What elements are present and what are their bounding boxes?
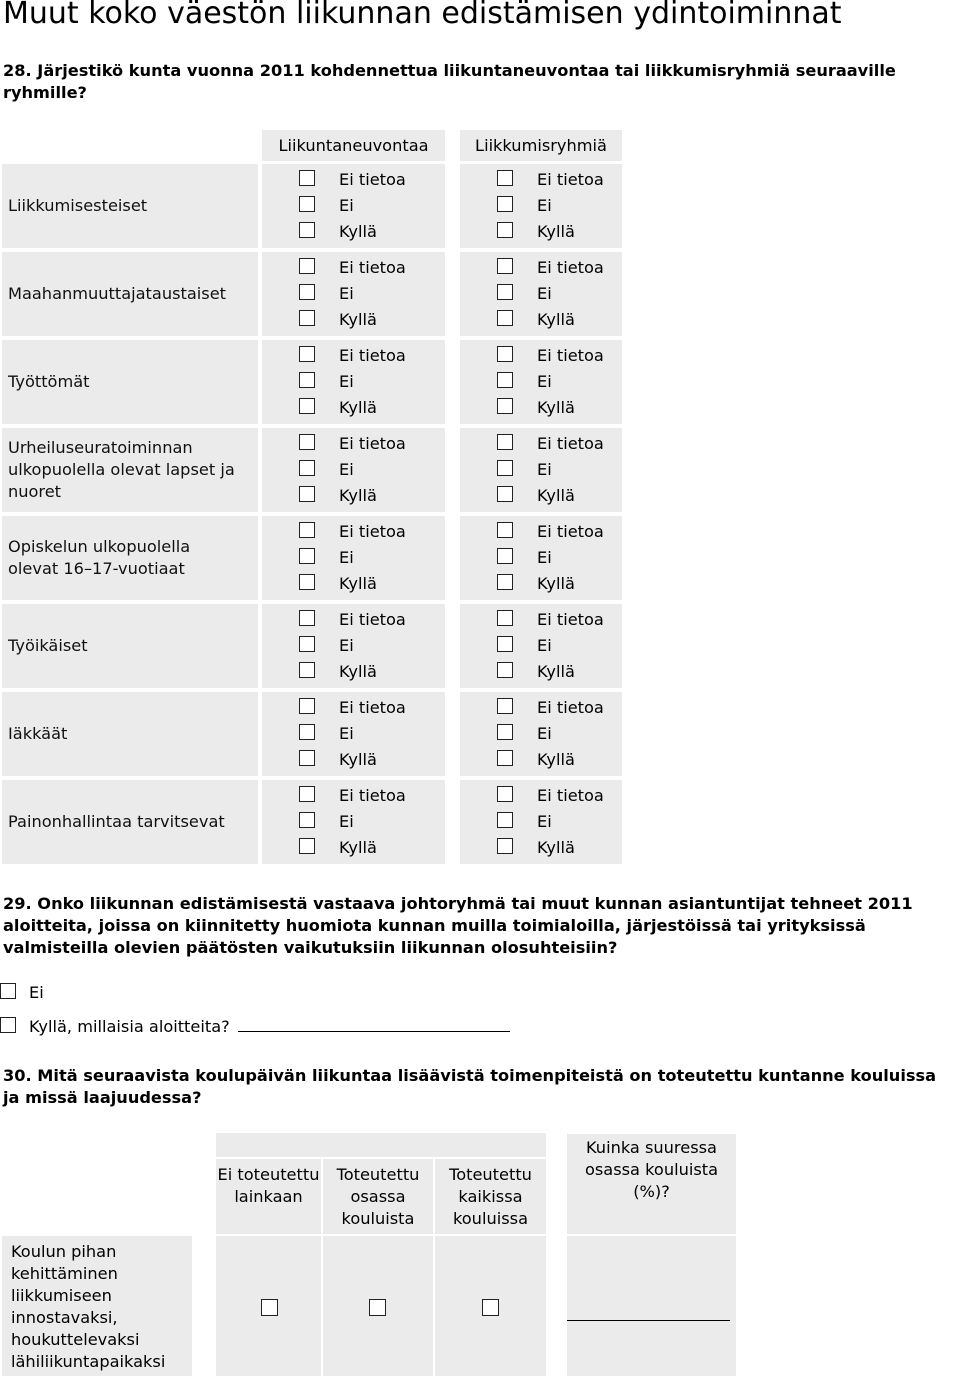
checkbox-icon[interactable] [497, 170, 513, 186]
option-label: Ei [339, 284, 354, 303]
option-item[interactable] [299, 571, 377, 597]
option-label: Kyllä [339, 398, 377, 417]
option-label: Ei [537, 196, 552, 215]
row-label: Työikäiset [8, 636, 88, 655]
option-label: Ei tietoa [339, 258, 406, 277]
q30-col-all: Toteutettu kaikissa kouluissa [435, 1159, 546, 1234]
option-label: Kyllä [339, 662, 377, 681]
option-label: Ei tietoa [339, 434, 406, 453]
option-label: Ei tietoa [339, 522, 406, 541]
option-label: Kyllä [339, 310, 377, 329]
checkbox-icon[interactable] [497, 698, 513, 714]
option-item[interactable] [299, 343, 406, 369]
checkbox-icon[interactable] [497, 636, 513, 652]
checkbox-icon[interactable] [497, 372, 513, 388]
checkbox-icon[interactable] [0, 1017, 16, 1033]
option-label: Kyllä [339, 222, 377, 241]
q30-cell-pct [567, 1236, 736, 1376]
checkbox-not-implemented[interactable] [261, 1299, 278, 1316]
checkbox-icon[interactable] [497, 838, 513, 854]
option-label: Kyllä [339, 486, 377, 505]
row-label: Opiskelun ulkopuolella olevat 16–17-vuotiaat [8, 537, 191, 578]
option-label: Ei tietoa [339, 610, 406, 629]
q30-col-pct: Kuinka suuressa osassa kouluista (%)? [567, 1134, 736, 1234]
checkbox-icon[interactable] [299, 170, 315, 186]
checkbox-icon[interactable] [497, 724, 513, 740]
checkbox-icon[interactable] [497, 222, 513, 238]
checkbox-icon[interactable] [497, 610, 513, 626]
option-label: Ei [537, 548, 552, 567]
checkbox-icon[interactable] [497, 522, 513, 538]
checkbox-all-schools[interactable] [482, 1299, 499, 1316]
option-label: Kyllä [339, 574, 377, 593]
option-item[interactable] [497, 369, 552, 395]
option-label: Ei tietoa [537, 698, 604, 717]
option-label: Kyllä [339, 838, 377, 857]
option-item[interactable] [299, 721, 354, 747]
option-label: Ei [537, 724, 552, 743]
row-label: Painonhallintaa tarvitsevat [8, 812, 225, 831]
option-item[interactable] [497, 395, 575, 421]
checkbox-icon[interactable] [497, 284, 513, 300]
q29-answer-line[interactable] [238, 1015, 510, 1032]
option-label: Kyllä [537, 750, 575, 769]
option-label: Kyllä [537, 310, 575, 329]
option-item[interactable] [299, 281, 354, 307]
option-item[interactable] [497, 483, 575, 509]
checkbox-icon[interactable] [0, 983, 16, 999]
checkbox-icon[interactable] [299, 222, 315, 238]
option-item[interactable] [299, 633, 354, 659]
q29-option-no[interactable] [0, 982, 44, 1004]
option-item[interactable] [497, 747, 575, 773]
checkbox-icon[interactable] [299, 398, 315, 414]
checkbox-icon[interactable] [497, 258, 513, 274]
checkbox-icon[interactable] [299, 838, 315, 854]
option-item[interactable] [497, 721, 552, 747]
q30-header-bar [216, 1133, 546, 1157]
option-label: Ei tietoa [339, 698, 406, 717]
row-label: Iäkkäät [8, 724, 68, 743]
option-item[interactable] [497, 343, 604, 369]
column-header: Liikkumisryhmiä [460, 130, 622, 161]
checkbox-icon[interactable] [299, 812, 315, 828]
option-item[interactable] [497, 809, 552, 835]
option-item[interactable] [497, 431, 604, 457]
option-label: Ei [537, 372, 552, 391]
option-item[interactable] [299, 431, 406, 457]
checkbox-icon[interactable] [299, 750, 315, 766]
checkbox-icon[interactable] [299, 662, 315, 678]
checkbox-icon[interactable] [299, 372, 315, 388]
option-item[interactable] [497, 219, 575, 245]
question-28: 28. Järjestikö kunta vuonna 2011 kohdennettua liikuntaneuvontaa tai liikkumisryhmiä seuraaville ryhmille? [3, 61, 896, 102]
option-label: Kyllä [537, 662, 575, 681]
checkbox-icon[interactable] [497, 786, 513, 802]
option-item[interactable] [497, 307, 575, 333]
option-item[interactable] [497, 695, 604, 721]
option-label: Ei [339, 724, 354, 743]
option-item[interactable] [497, 519, 604, 545]
checkbox-icon[interactable] [497, 310, 513, 326]
q30-col-some: Toteutettu osassa kouluista [323, 1159, 433, 1234]
option-item[interactable] [299, 457, 354, 483]
option-label: Ei tietoa [537, 258, 604, 277]
checkbox-icon[interactable] [299, 196, 315, 212]
option-label: Kyllä [537, 574, 575, 593]
checkbox-icon[interactable] [497, 812, 513, 828]
option-item[interactable] [299, 369, 354, 395]
checkbox-icon[interactable] [497, 196, 513, 212]
checkbox-icon[interactable] [497, 750, 513, 766]
option-label: Ei [339, 636, 354, 655]
option-label: Ei [537, 460, 552, 479]
checkbox-icon[interactable] [299, 610, 315, 626]
checkbox-icon[interactable] [299, 284, 315, 300]
option-item[interactable] [497, 167, 604, 193]
option-label: Ei tietoa [537, 610, 604, 629]
option-label: Ei [339, 372, 354, 391]
q30-percent-line[interactable] [567, 1320, 730, 1321]
option-item[interactable] [299, 659, 377, 685]
option-item[interactable] [497, 457, 552, 483]
checkbox-icon[interactable] [497, 460, 513, 476]
option-label: Ei tietoa [537, 434, 604, 453]
option-item[interactable] [497, 571, 575, 597]
option-item[interactable] [299, 809, 354, 835]
row-label: Liikkumisesteiset [8, 196, 148, 215]
option-label: Ei [339, 460, 354, 479]
option-label: Kyllä [537, 838, 575, 857]
q29-option-yes-label: Kyllä, millaisia aloitteita? [29, 1017, 230, 1036]
option-item[interactable] [299, 193, 354, 219]
checkbox-icon[interactable] [497, 662, 513, 678]
option-item[interactable] [497, 193, 552, 219]
checkbox-icon[interactable] [497, 398, 513, 414]
option-item[interactable] [299, 519, 406, 545]
option-item[interactable] [299, 307, 377, 333]
option-item[interactable] [299, 167, 406, 193]
column-header: Liikuntaneuvontaa [262, 130, 445, 161]
option-item[interactable] [497, 835, 575, 861]
checkbox-icon[interactable] [299, 258, 315, 274]
question-29: 29. Onko liikunnan edistämisestä vastaava johtoryhmä tai muut kunnan asiantuntijat tehneet 2011 aloitteita, joissa on kiinnitetty huomiota kunnan muilla toimialoilla, järjestöissä tai yrityksissä valmisteilla olevien päätösten vaikutuksiin liikunnan olosuhteisiin? [3, 894, 913, 957]
option-label: Ei tietoa [537, 786, 604, 805]
option-item[interactable] [299, 219, 377, 245]
option-label: Kyllä [537, 486, 575, 505]
option-item[interactable] [299, 395, 377, 421]
option-item[interactable] [497, 783, 604, 809]
checkbox-icon[interactable] [299, 460, 315, 476]
option-label: Ei tietoa [537, 170, 604, 189]
checkbox-icon[interactable] [497, 574, 513, 590]
question-30: 30. Mitä seuraavista koulupäivän liikuntaa lisäävistä toimenpiteistä on toteutettu kuntanne kouluissa ja missä laajuudessa? [3, 1066, 937, 1107]
option-item[interactable] [299, 783, 406, 809]
option-item[interactable] [299, 483, 377, 509]
option-label: Ei tietoa [537, 346, 604, 365]
option-item[interactable] [299, 747, 377, 773]
option-item[interactable] [497, 281, 552, 307]
page-title: Muut koko väestön liikunnan edistämisen ydintoiminnat [3, 0, 842, 31]
row-label: Urheiluseuratoiminnan ulkopuolella olevat lapset ja nuoret [8, 438, 235, 501]
option-item[interactable] [497, 255, 604, 281]
checkbox-icon[interactable] [497, 434, 513, 450]
checkbox-icon[interactable] [299, 574, 315, 590]
option-item[interactable] [497, 607, 604, 633]
option-item[interactable] [299, 695, 406, 721]
q30-row-label: Koulun pihan kehittäminen liikkumiseen innostavaksi, houkuttelevaksi lähiliikuntapaikaksi [2, 1236, 192, 1376]
option-item[interactable] [299, 255, 406, 281]
option-label: Kyllä [537, 398, 575, 417]
option-label: Ei [537, 812, 552, 831]
option-item[interactable] [497, 545, 552, 571]
option-label: Kyllä [339, 750, 377, 769]
checkbox-icon[interactable] [497, 548, 513, 564]
option-label: Ei tietoa [339, 170, 406, 189]
option-item[interactable] [299, 607, 406, 633]
option-item[interactable] [497, 659, 575, 685]
option-label: Ei [339, 548, 354, 567]
option-label: Ei tietoa [339, 346, 406, 365]
checkbox-icon[interactable] [497, 346, 513, 362]
option-label: Kyllä [537, 222, 575, 241]
row-label: Työttömät [8, 372, 90, 391]
q30-col-not: Ei toteutettu lainkaan [216, 1159, 321, 1234]
checkbox-icon[interactable] [299, 698, 315, 714]
checkbox-icon[interactable] [299, 548, 315, 564]
option-label: Ei [537, 284, 552, 303]
checkbox-icon[interactable] [299, 636, 315, 652]
checkbox-some-schools[interactable] [369, 1299, 386, 1316]
checkbox-icon[interactable] [299, 522, 315, 538]
checkbox-icon[interactable] [299, 486, 315, 502]
q29-option-no-label: Ei [29, 983, 44, 1002]
row-label: Maahanmuuttajataustaiset [8, 284, 227, 303]
option-item[interactable] [299, 835, 377, 861]
option-item[interactable] [497, 633, 552, 659]
q29-option-yes[interactable] [0, 1015, 510, 1038]
option-label: Ei tietoa [339, 786, 406, 805]
option-label: Ei [537, 636, 552, 655]
option-label: Ei [339, 196, 354, 215]
checkbox-icon[interactable] [497, 486, 513, 502]
option-item[interactable] [299, 545, 354, 571]
checkbox-icon[interactable] [299, 346, 315, 362]
checkbox-icon[interactable] [299, 786, 315, 802]
checkbox-icon[interactable] [299, 310, 315, 326]
option-label: Ei tietoa [537, 522, 604, 541]
checkbox-icon[interactable] [299, 724, 315, 740]
option-label: Ei [339, 812, 354, 831]
checkbox-icon[interactable] [299, 434, 315, 450]
